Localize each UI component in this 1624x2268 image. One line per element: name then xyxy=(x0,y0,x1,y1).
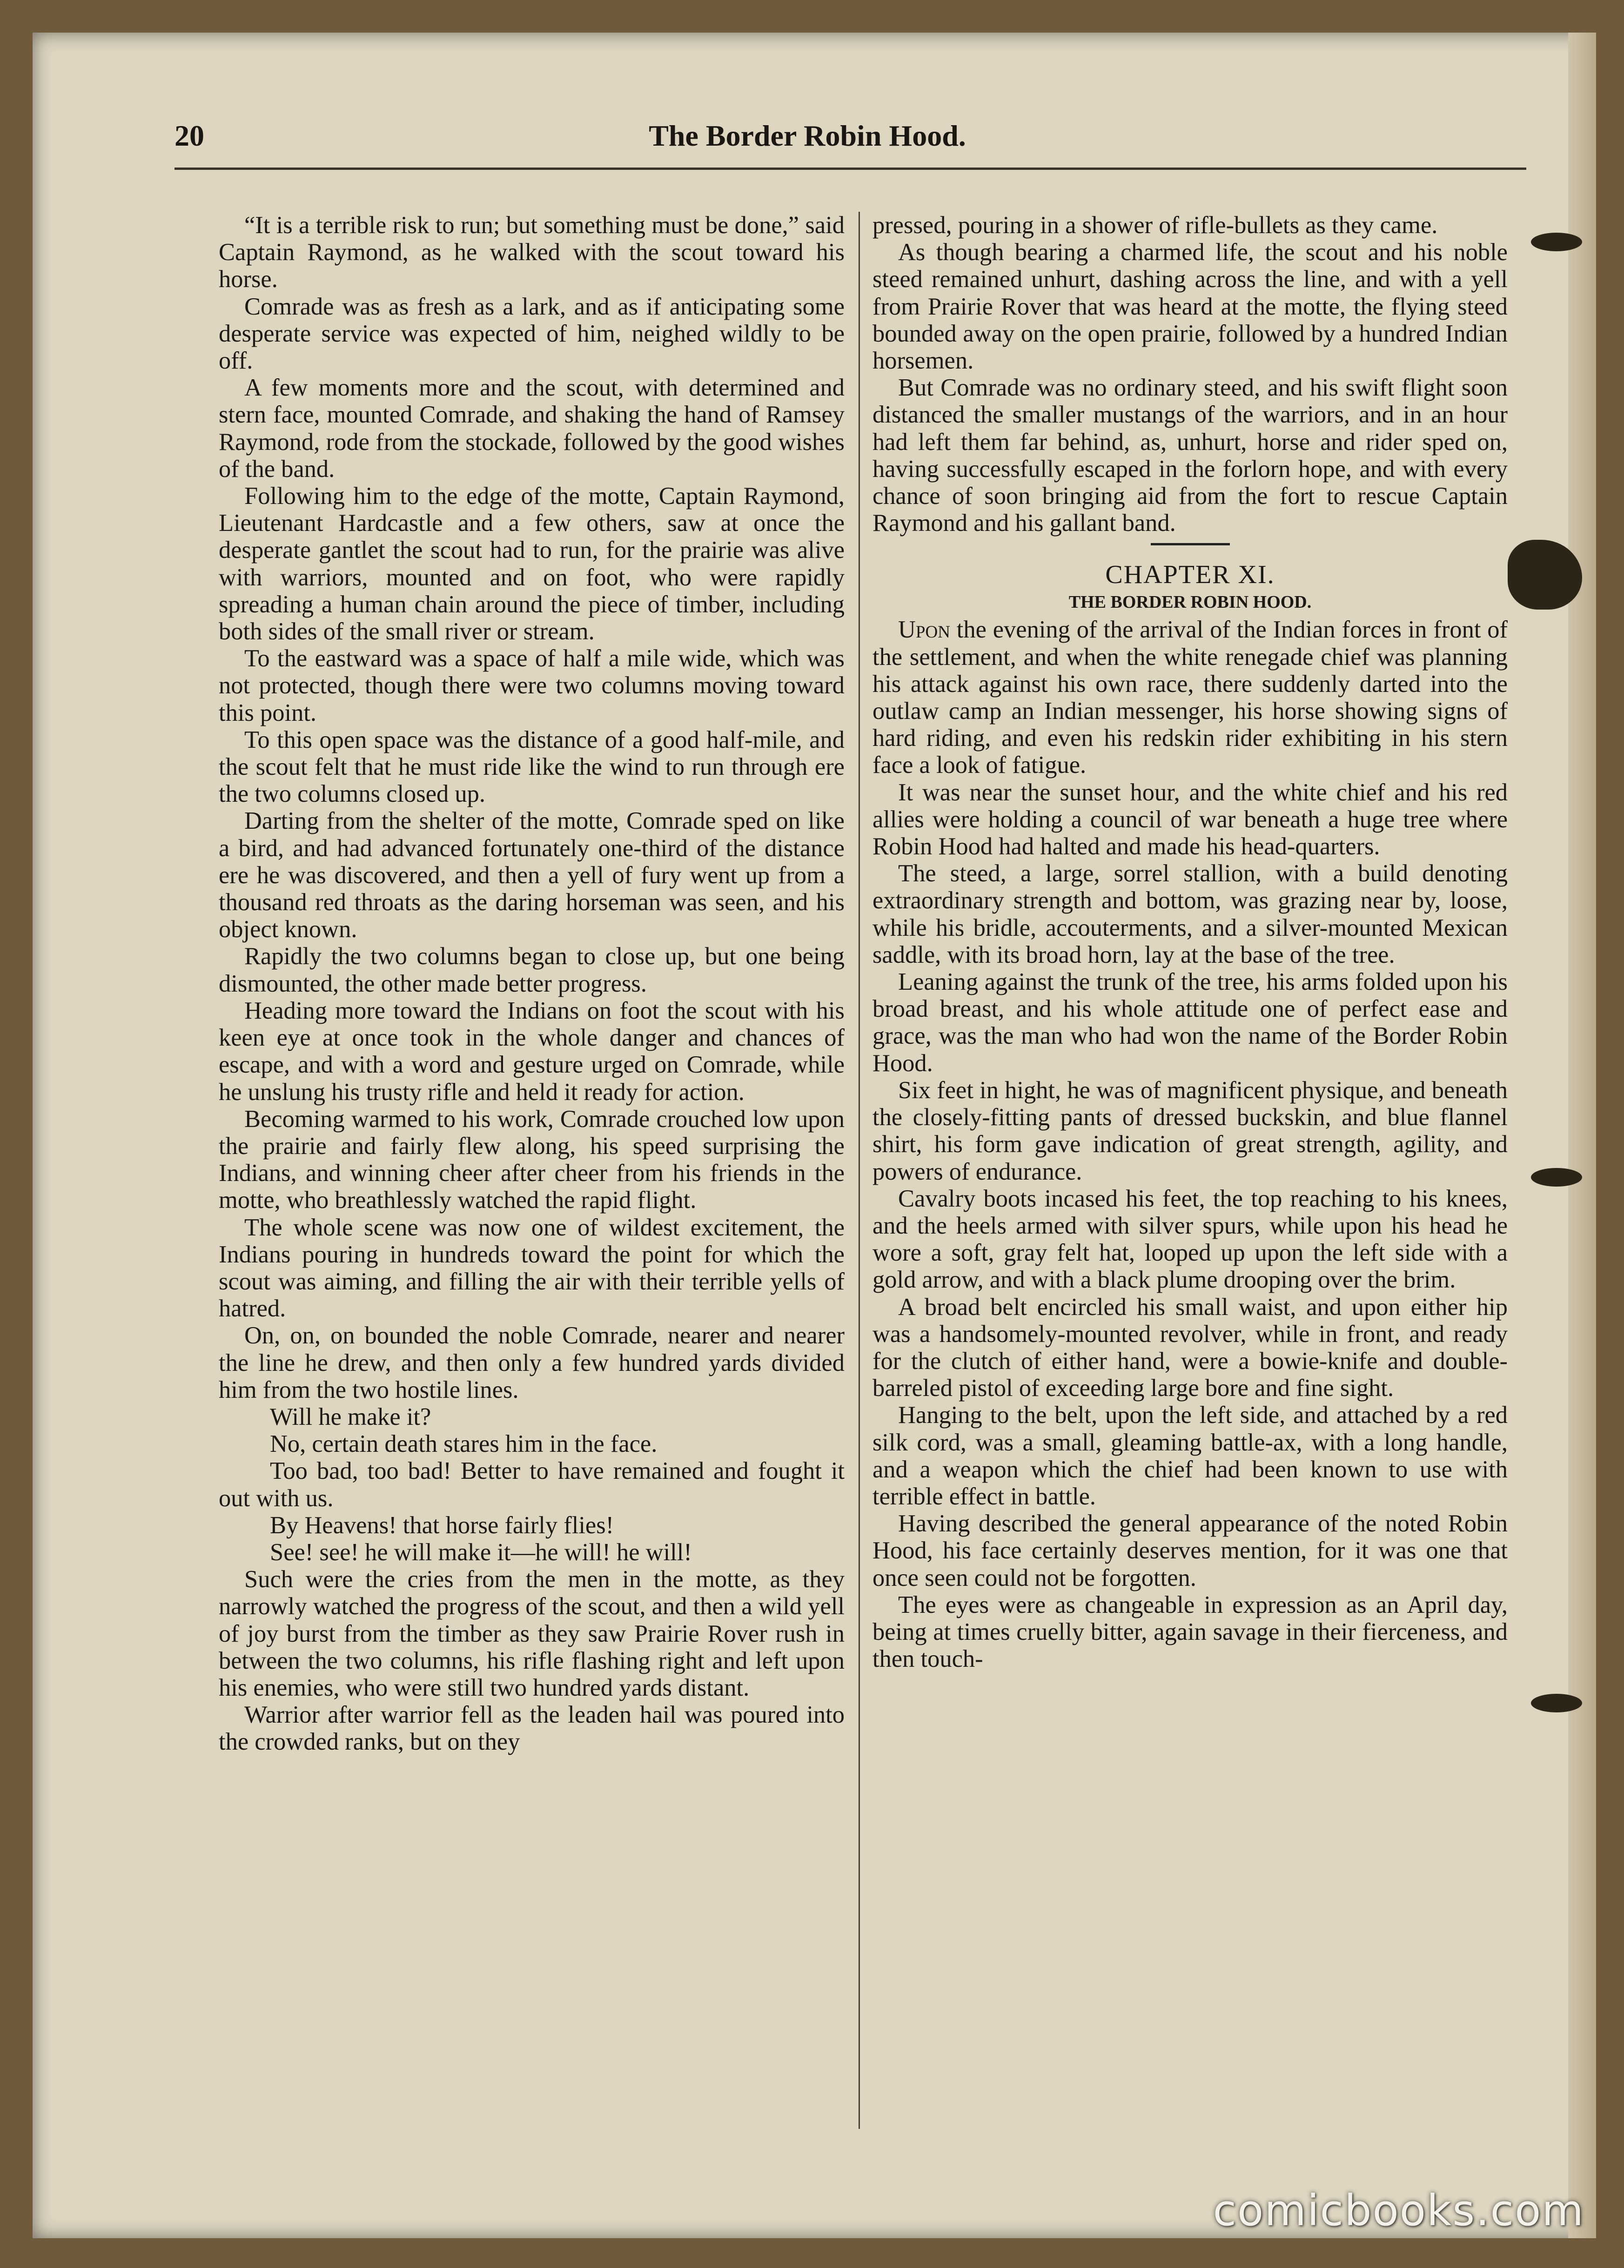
paragraph: Warrior after warrior fell as the leaden hail was poured into the crowded ranks, but on they xyxy=(219,1701,845,1756)
paragraph: Six feet in hight, he was of magnificent physique, and beneath the closely-fitting pants of dressed buckskin, and blue flannel shirt, his form gave indication of great strength, agility, and powers of endurance. xyxy=(872,1076,1508,1185)
paragraph: As though bearing a charmed life, the scout and his noble steed remained unhurt, dashing across the line, and with a yell from Prairie Rover that was heard at the motte, the flying steed bounded away on the open prairie, followed by a hundred Indian horsemen. xyxy=(872,239,1508,375)
paragraph: Following him to the edge of the motte, Captain Raymond, Lieutenant Hardcastle and a few others, saw at once the desperate gantlet the scout had to run, for the prairie was alive with warriors, mounted and on foot, who were rapidly spreading a human chain around the piece of timber, including both sides of the small river or stream. xyxy=(219,483,845,645)
chapter-rule xyxy=(1151,543,1230,545)
binding-tear xyxy=(1531,1694,1582,1712)
chapter-subtitle: THE BORDER ROBIN HOOD. xyxy=(1068,592,1312,612)
binding-gutter xyxy=(1568,33,1596,2238)
binding-tear xyxy=(1531,1168,1582,1187)
page-header xyxy=(174,119,1440,161)
paragraph: “It is a terrible risk to run; but something must be done,” said Captain Raymond, as he walked with the scout toward his horse. xyxy=(219,212,845,293)
right-column-bottom xyxy=(872,779,1508,1673)
paragraph: A broad belt encircled his small waist, and upon either hip was a handsomely-mounted revolver, while in front, and ready for the clutch of either hand, were a bowie-knife and double-barreled pistol of exceeding large bore and fine sight. xyxy=(872,1293,1508,1402)
paragraph: To the eastward was a space of half a mile wide, which was not protected, though there were two columns moving toward this point. xyxy=(219,645,845,726)
paragraph: pressed, pouring in a shower of rifle-bullets as they came. xyxy=(872,212,1438,239)
paragraph: Becoming warmed to his work, Comrade crouched low upon the prairie and fairly flew along, his speed surprising the Indians, and winning cheer after cheer from his friends in the motte, who breathlessly watched the rapid flight. xyxy=(219,1105,845,1214)
chapter-opening-word: Upon xyxy=(898,616,950,644)
dialogue-line: No, certain death stares him in the face. xyxy=(270,1430,658,1458)
paragraph: To this open space was the distance of a good half-mile, and the scout felt that he must ride like the wind to run through ere the two columns closed up. xyxy=(219,726,845,808)
paragraph: A few moments more and the scout, with determined and stern face, mounted Comrade, and shaking the hand of Ramsey Raymond, rode from the stockade, followed by the good wishes of the band. xyxy=(219,374,845,483)
paragraph: Heading more toward the Indians on foot the scout with his keen eye at once took in the whole danger and chances of escape, and with a word and gesture urged on Comrade, while he unslung his trusty rifle and held it ready for action. xyxy=(219,997,845,1106)
dialogue-line: Will he make it? xyxy=(270,1403,431,1430)
running-title: The Border Robin Hood. xyxy=(649,119,966,152)
paragraph: The eyes were as changeable in expression as an April day, being at times cruelly bitter, again savage in their fierceness, and then touch- xyxy=(872,1591,1508,1673)
paragraph: Comrade was as fresh as a lark, and as if anticipating some desperate service was expected of him, neighed wildly to be off. xyxy=(219,293,845,375)
left-column xyxy=(219,212,845,2138)
dialogue-line: See! see! he will make it—he will! he will! xyxy=(270,1538,692,1566)
page-number: 20 xyxy=(174,119,204,152)
paragraph: But Comrade was no ordinary steed, and his swift flight soon distanced the smaller mustangs of the warriors, and in an hour had left them far behind, as, unhurt, horse and rider sped on, having successfully escaped in the forlorn hope, and with every chance of soon bringing aid from the fort to rescue Captain Raymond and his gallant band. xyxy=(872,374,1508,537)
chapter-opening-text: the evening of the arrival of the Indian forces in front of the settlement, and when the white renegade chief was planning his attack against his own race, there suddenly darted into the outlaw camp an Indian messenger, his horse showing signs of hard riding, and even his redskin rider exhibiting in his stern face a look of fatigue. xyxy=(872,616,1508,779)
watermark: comicbooks.com xyxy=(1213,2186,1584,2235)
header-rule xyxy=(174,168,1526,170)
dialogue-line: Too bad, too bad! Better to have remained and fought it out with us. xyxy=(219,1457,845,1512)
paragraph: The whole scene was now one of wildest excitement, the Indians pouring in hundreds toward the point for which the scout was aiming, and filling the air with their terrible yells of hatred. xyxy=(219,1214,845,1322)
paragraph: The steed, a large, sorrel stallion, with a build denoting extraordinary strength and bottom, was grazing near by, loose, while his bridle, accouterments, and a silver-mounted Mexican saddle, with its broad horn, lay at the base of the tree. xyxy=(872,860,1508,968)
column-divider xyxy=(859,212,860,2129)
chapter-opening-paragraph xyxy=(872,616,1508,778)
paragraph: Hanging to the belt, upon the left side, and attached by a red silk cord, was a small, gleaming battle-ax, with a long handle, and a weapon which the chief had been known to use with terrible effect in battle. xyxy=(872,1402,1508,1510)
binding-tear xyxy=(1531,233,1582,251)
right-column xyxy=(872,212,1508,2138)
paragraph: On, on, on bounded the noble Comrade, nearer and nearer the line he drew, and then only a few hundred yards divided him from the two hostile lines. xyxy=(219,1322,845,1403)
paragraph: Having described the general appearance of the noted Robin Hood, his face certainly deserves mention, for it was one that once seen could not be forgotten. xyxy=(872,1510,1508,1591)
paragraph: Darting from the shelter of the motte, Comrade sped on like a bird, and had advanced fortunately one-third of the distance ere he was discovered, and then a yell of fury went up from a thousand red throats as the daring horseman was seen, and his object known. xyxy=(219,807,845,943)
paragraph: Rapidly the two columns began to close up, but one being dismounted, the other made better progress. xyxy=(219,943,845,997)
chapter-heading: CHAPTER XI. xyxy=(1105,560,1275,590)
paragraph: Leaning against the trunk of the tree, his arms folded upon his broad breast, and his whole attitude one of perfect ease and grace, was the man who had won the name of the Border Robin Hood. xyxy=(872,968,1508,1077)
dialogue-line: By Heavens! that horse fairly flies! xyxy=(270,1511,614,1539)
right-column-top xyxy=(872,212,1508,537)
paragraph: It was near the sunset hour, and the white chief and his red allies were holding a council of war beneath a huge tree where Robin Hood had halted and made his head-quarters. xyxy=(872,778,1508,860)
paragraph: Cavalry boots incased his feet, the top reaching to his knees, and the heels armed with silver spurs, while upon his head he wore a soft, gray felt hat, looped up upon the left side with a gold arrow, and with a black plume drooping over the brim. xyxy=(872,1185,1508,1294)
paragraph: Such were the cries from the men in the motte, as they narrowly watched the progress of the scout, and then a wild yell of joy burst from the timber as they saw Prairie Rover rush in between the two columns, his rifle flashing right and left upon his enemies, who were still two hundred yards distant. xyxy=(219,1566,845,1701)
